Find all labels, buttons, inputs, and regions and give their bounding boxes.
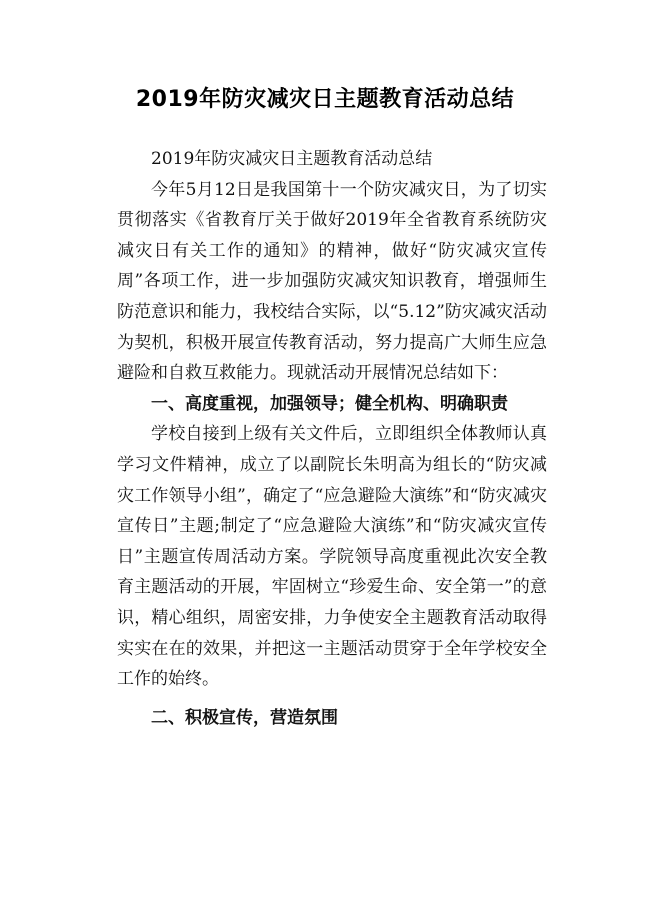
document-title: 2019年防灾减灾日主题教育活动总结 <box>135 87 515 112</box>
section-2-heading: 二、积极宣传，营造氛围 <box>151 707 338 728</box>
document-subtitle: 2019年防灾减灾日主题教育活动总结 <box>151 149 433 169</box>
section-1-paragraph: 学校自接到上级有关文件后，立即组织全体教师认真学习文件精神，成立了以副院长朱明高为组长的“防灾减灾工作领导小组”，确定了“应急避险大演练”和“防灾减灾宣传日”主题;制定了“应急避险大演练”和“防灾减灾宣传日”主题宣传周活动方案。学院领导高度重视此次安全教育主题活动的开展，牢固树立“珍爱生命、安全第一”的意识，精心组织，周密安排，力争使安全主题教育活动取得实实在在的效果，并把这一主题活动贯穿于全年学校安全工作的始终。 <box>117 424 547 690</box>
document-body <box>117 144 547 733</box>
section-1-heading: 一、高度重视，加强领导；健全机构、明确职责 <box>151 393 508 414</box>
intro-paragraph: 今年5月12日是我国第十一个防灾减灾日，为了切实贯彻落实《省教育厅关于做好2019年全省教育系统防灾减灾日有关工作的通知》的精神，做好“防灾减灾宣传周”各项工作，进一步加强防灾减灾知识教育，增强师生防范意识和能力，我校结合实际，以“5.12”防灾减灾活动为契机，积极开展宣传教育活动，努力提高广大师生应急避险和自救互救能力。现就活动开展情况总结如下： <box>117 179 547 384</box>
